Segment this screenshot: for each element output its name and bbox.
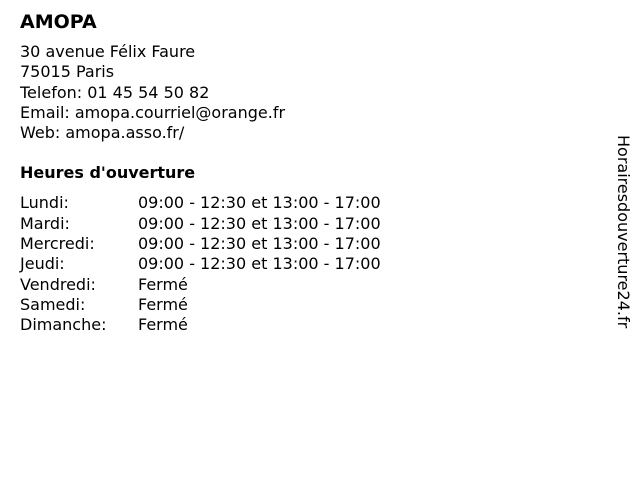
business-name: AMOPA [20,11,97,33]
city-postcode: 75015 Paris [20,62,115,82]
opening-hours-heading: Heures d'ouverture [20,163,196,183]
day-label: Lundi: [20,193,69,213]
day-label: Vendredi: [20,274,96,294]
day-hours: 09:00 - 12:30 et 13:00 - 17:00 [138,234,381,254]
hours-row-wednesday [20,234,600,254]
source-watermark: Horairesdouverture24.fr [614,135,633,329]
business-card [20,10,600,336]
hours-row-thursday [20,254,600,274]
day-hours: 09:00 - 12:30 et 13:00 - 17:00 [138,213,381,233]
day-hours: Fermé [138,294,188,314]
day-hours: 09:00 - 12:30 et 13:00 - 17:00 [138,193,381,213]
hours-row-saturday [20,295,600,315]
day-label: Mercredi: [20,234,95,254]
day-hours: Fermé [138,315,188,335]
day-hours: 09:00 - 12:30 et 13:00 - 17:00 [138,254,381,274]
street-address: 30 avenue Félix Faure [20,42,196,61]
hours-row-monday [20,193,600,213]
opening-hours-table [20,193,600,335]
email-address: Email: amopa.courriel@orange.fr [20,102,286,122]
day-label: Samedi: [20,294,86,314]
day-label: Mardi: [20,213,70,233]
address-block [20,42,600,143]
hours-row-sunday [20,315,600,335]
hours-row-friday [20,275,600,295]
day-hours: Fermé [138,274,188,294]
day-label: Jeudi: [20,254,65,274]
hours-row-tuesday [20,214,600,234]
phone-number: Telefon: 01 45 54 50 82 [20,82,210,102]
day-label: Dimanche: [20,315,107,335]
website: Web: amopa.asso.fr/ [20,123,185,143]
